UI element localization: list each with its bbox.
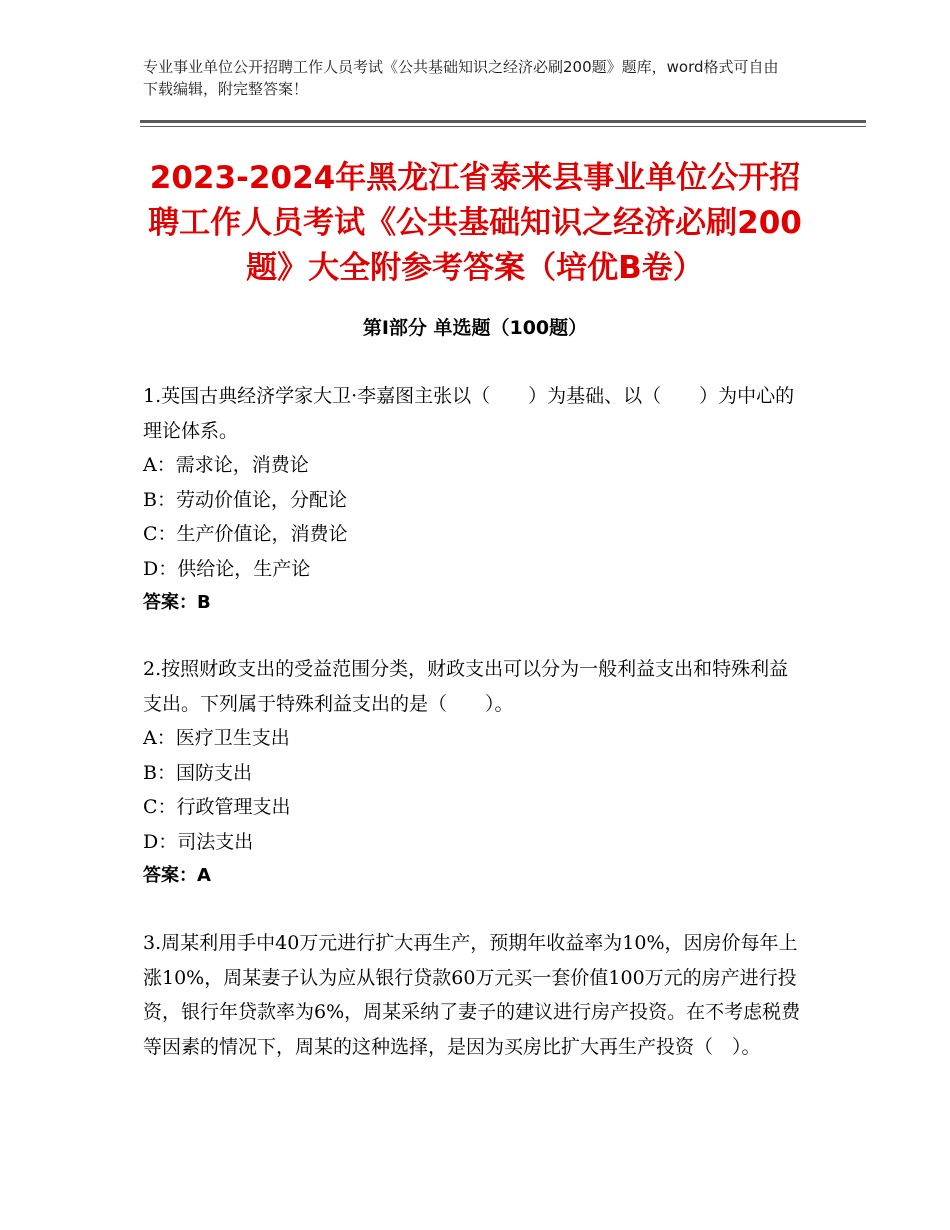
option-b: B：国防支出 bbox=[143, 761, 252, 784]
question-1 bbox=[143, 379, 803, 621]
option-d: D：供给论，生产论 bbox=[143, 557, 311, 580]
option-b: B：劳动价值论，分配论 bbox=[143, 488, 347, 511]
section-title: 第Ⅰ部分 单选题（100题） bbox=[362, 317, 588, 339]
question-stem: 3.周某利用手中40万元进行扩大再生产，预期年收益率为10%，因房价每年上涨10%，周某妻子认为应从银行贷款60万元买一套价值100万元的房产进行投资，银行年贷款率为6%，周某采纳了妻子的建议进行房产投资。在不考虑税费等因素的情况下，周某的这种选择，是因为买房比扩大再生产投资（ ）。 bbox=[143, 932, 801, 1058]
header-divider-thick bbox=[140, 120, 866, 123]
question-2 bbox=[143, 652, 803, 894]
question-stem: 1.英国古典经济学家大卫·李嘉图主张以（ ）为基础、以（ ）为中心的理论体系。 bbox=[143, 385, 795, 442]
option-a: A：医疗卫生支出 bbox=[143, 727, 290, 749]
option-c: C：生产价值论，消费论 bbox=[143, 523, 348, 545]
question-stem: 2.按照财政支出的受益范围分类，财政支出可以分为一般利益支出和特殊利益支出。下列属于特殊利益支出的是（ ）。 bbox=[143, 658, 789, 715]
option-a: A：需求论，消费论 bbox=[143, 454, 309, 476]
answer: 答案：A bbox=[143, 865, 211, 886]
option-c: C：行政管理支出 bbox=[143, 796, 291, 818]
option-d: D：司法支出 bbox=[143, 830, 254, 853]
question-3 bbox=[143, 926, 803, 1064]
answer: 答案：B bbox=[143, 592, 211, 613]
header-divider-thin bbox=[140, 126, 866, 127]
header-note: 专业事业单位公开招聘工作人员考试《公共基础知识之经济必刷200题》题库，word格式可自由下载编辑，附完整答案！ bbox=[143, 58, 779, 98]
page-title: 2023-2024年黑龙江省泰来县事业单位公开招聘工作人员考试《公共基础知识之经济必刷200题》大全附参考答案（培优B卷） bbox=[148, 160, 802, 286]
